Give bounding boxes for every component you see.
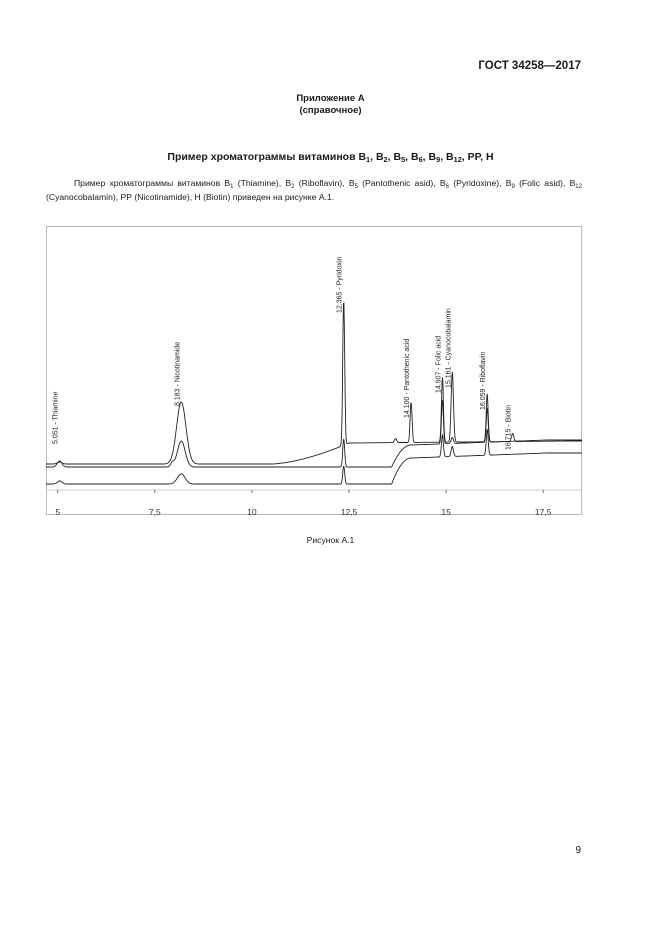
appendix-title: Приложение А <box>296 93 365 104</box>
x-tick-label: 7,5 <box>148 507 161 517</box>
x-tick-label: 15 <box>441 507 451 517</box>
intro-paragraph: Пример хроматограммы витаминов $В_1$ (Thiamine), $В_2$ (Riboflavin), $В_5$ (Pantothenic asid), $В_6$ (Pyridoxine), $В_9$ (Folic asid), $В_{12}$ (Cyanocobalamin), РР (Nicotinamide), Н (Biotin) приведен на рисунке А.1. <box>46 178 582 202</box>
appendix-subtitle: (справочное) <box>299 105 362 116</box>
peak-label: 15.161 - Cyanocobalamin <box>445 308 453 388</box>
chromatogram-svg <box>46 226 582 518</box>
figure-caption: Рисунок А.1 <box>306 535 355 545</box>
peak-label: 14.907 - Folic acid <box>435 335 443 393</box>
peak-label: 12.365 - Pyridoxin <box>336 256 344 313</box>
page-number: 9 <box>575 845 581 856</box>
standard-number: ГОСТ 34258—2017 <box>478 60 581 72</box>
peak-label: 16.059 - Riboflavin <box>480 351 488 410</box>
peak-label: 8.183 - Nicotinamide <box>174 341 182 406</box>
peak-label: 14.100 - Pantothenic acid <box>404 338 412 418</box>
chromatogram-figure <box>46 226 582 523</box>
peak-label: 16.715 - Biotin <box>505 404 513 450</box>
x-tick-label: 5 <box>55 507 61 517</box>
section-heading: Пример хроматограммы витаминов $В_1$, $В_2$, $В_5$, $В_6$, $В_9$, $В_{12}$, РР, Н <box>167 151 494 164</box>
x-tick-label: 17,5 <box>534 507 552 517</box>
x-tick-label: 12,5 <box>340 507 358 517</box>
plot-frame <box>47 227 582 515</box>
x-tick-label: 10 <box>247 507 257 517</box>
appendix-title-block <box>0 93 661 117</box>
peak-label: 5.051 - Thiamine <box>52 391 60 444</box>
